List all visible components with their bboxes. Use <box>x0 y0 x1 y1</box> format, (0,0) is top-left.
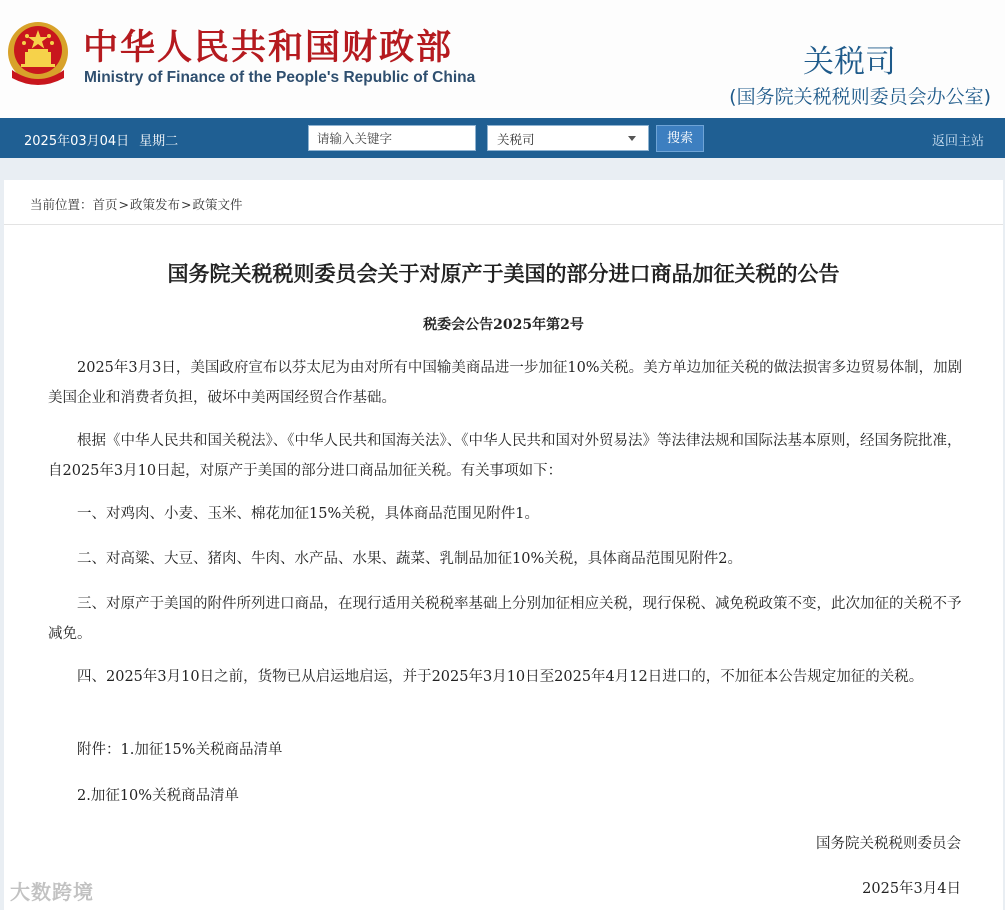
weekday-text: 星期二 <box>139 134 179 149</box>
article-paragraph: 二、对高粱、大豆、猪肉、牛肉、水产品、水果、蔬菜、乳制品加征10%关税，具体商品范围见附件2。 <box>77 551 742 567</box>
site-header <box>0 0 1005 118</box>
content-panel <box>4 180 1003 910</box>
home-link[interactable]: 返回主站 <box>931 134 984 149</box>
department-subtitle: (国务院关税税则委员会办公室) <box>729 86 991 108</box>
department-select[interactable] <box>487 125 649 151</box>
article-paragraph: 根据《中华人民共和国关税法》、《中华人民共和国海关法》、《中华人民共和国对外贸易法》等法律法规和国际法基本原则，经国务院批准，自2025年3月10日起，对原产于美国的部分进口商品加征关税。有关事项如下： <box>48 433 962 479</box>
breadcrumb-policy[interactable]: 政策发布 <box>130 197 181 212</box>
breadcrumb-separator: > <box>181 197 192 212</box>
national-emblem-icon[interactable] <box>6 18 70 88</box>
breadcrumb <box>30 195 243 213</box>
article-paragraph: 四、2025年3月10日之前，货物已从启运地启运，并于2025年3月10日至2025年4月12日进口的，不加征本公告规定加征的关税。 <box>77 669 924 685</box>
chevron-down-icon <box>628 136 636 141</box>
signature: 国务院关税税则委员会 <box>816 836 961 852</box>
breadcrumb-docs[interactable]: 政策文件 <box>192 197 243 212</box>
article-paragraph: 三、对原产于美国的附件所列进口商品，在现行适用关税税率基础上分别加征相应关税，现行保税、减免税政策不变，此次加征的关税不予减免。 <box>48 596 962 642</box>
breadcrumb-home[interactable]: 首页 <box>92 197 118 212</box>
attachment-item[interactable]: 附件：1.加征15%关税商品清单 <box>77 742 283 758</box>
site-title-cn[interactable]: 中华人民共和国财政部 <box>83 28 454 68</box>
article-title: 国务院关税税则委员会关于对原产于美国的部分进口商品加征关税的公告 <box>167 262 840 286</box>
breadcrumb-separator: > <box>118 197 130 212</box>
sign-date: 2025年3月4日 <box>862 881 961 897</box>
document-number: 税委会公告2025年第2号 <box>423 317 584 333</box>
top-navbar <box>0 118 1005 158</box>
watermark: 大数跨境 <box>10 880 94 904</box>
department-select-value: 关税司 <box>497 132 535 147</box>
department-name: 关税司 <box>803 44 896 80</box>
breadcrumb-prefix: 当前位置： <box>30 197 93 212</box>
article-paragraph: 一、对鸡肉、小麦、玉米、棉花加征15%关税，具体商品范围见附件1。 <box>77 506 539 522</box>
date-text: 2025年03月04日 <box>24 134 130 149</box>
attachment-item[interactable]: 2.加征10%关税商品清单 <box>77 788 240 804</box>
divider <box>4 224 1003 225</box>
site-title-en: Ministry of Finance of the People's Republic of China <box>84 69 476 86</box>
article-paragraph: 2025年3月3日，美国政府宣布以芬太尼为由对所有中国输美商品进一步加征10%关税。美方单边加征关税的做法损害多边贸易体制，加剧美国企业和消费者负担，破坏中美两国经贸合作基础。 <box>48 360 963 406</box>
current-date <box>24 130 178 149</box>
search-input[interactable] <box>308 125 476 151</box>
search-button[interactable]: 搜索 <box>656 125 704 152</box>
